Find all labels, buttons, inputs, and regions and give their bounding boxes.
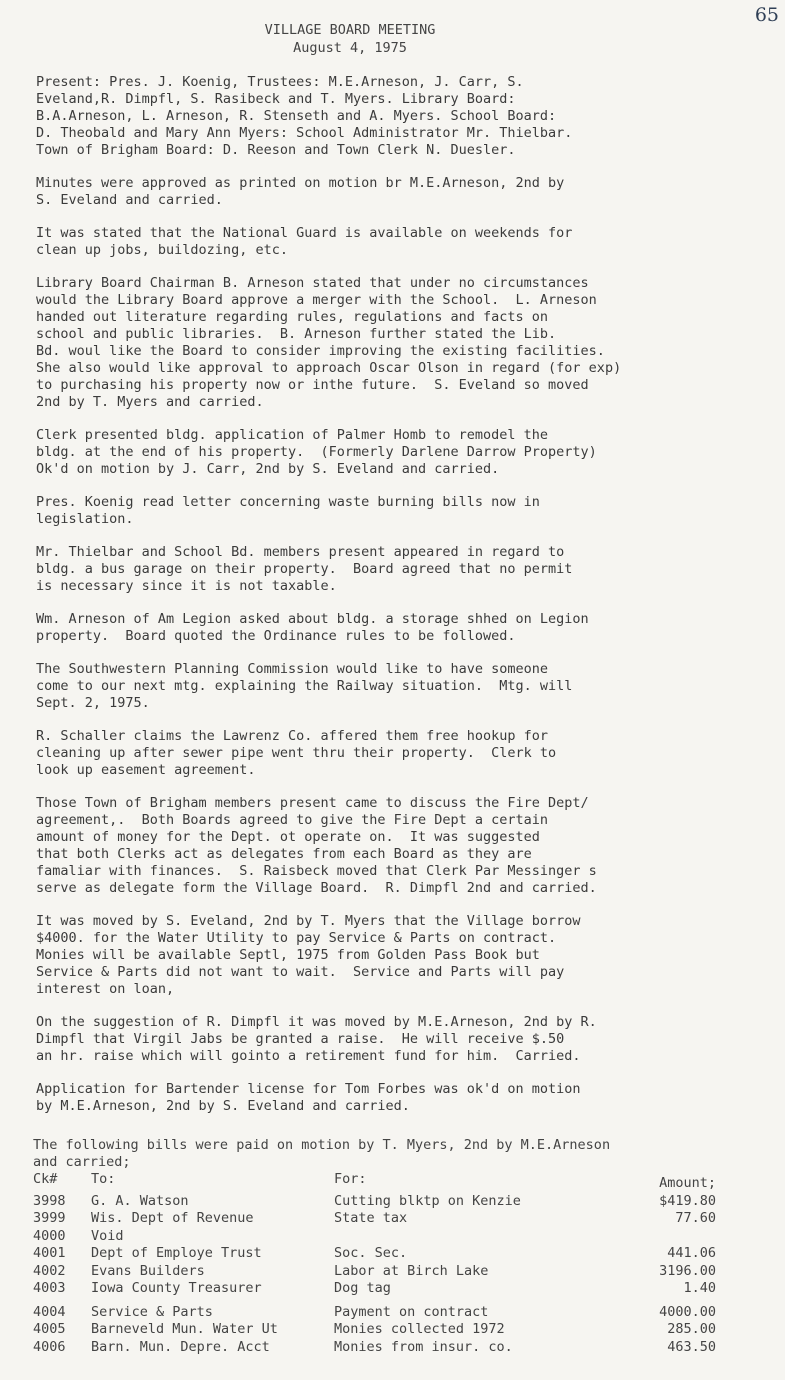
bill-ck: 4005 [33, 1321, 66, 1337]
table-row [33, 1298, 716, 1322]
bill-for: Payment on contract [334, 1303, 489, 1320]
bill-to: G. A. Watson [91, 1192, 189, 1209]
bill-ck: 4003 [33, 1280, 66, 1296]
bill-amount: 285.00 [667, 1321, 716, 1337]
bill-to: Barn. Mun. Depre. Acct [91, 1338, 270, 1355]
meeting-date: August 4, 1975 [293, 40, 407, 56]
paragraph-library-board: Library Board Chairman B. Arneson stated that under no circumstances would the Library Board approve a merger with the School. L. Arneson handed out literature regarding rules, regulations and facts on school and public libraries. B. Arneson further stated the Lib. Bd. woul like the Board to consider improving the existing facilities. She also would like approval to approach Oscar Olson in regard (for exp) to purchasing his property now or inthe future. S. Eveland so moved 2nd by T. Myers and carried. [36, 275, 622, 410]
header-ck: Ck# [33, 1171, 58, 1187]
table-row [33, 1228, 716, 1246]
table-row [33, 1193, 716, 1211]
table-row [33, 1210, 716, 1228]
bill-amount [624, 1228, 716, 1246]
page-number: 65 [754, 4, 779, 26]
paragraph-waste-burning: Pres. Koenig read letter concerning waste burning bills now in legislation. [36, 494, 540, 527]
bill-ck: 4006 [33, 1338, 66, 1355]
bill-ck: 4004 [33, 1303, 66, 1320]
paragraph-raise: On the suggestion of R. Dimpfl it was moved by M.E.Arneson, 2nd by R. Dimpfl that Virgil Jabs be granted a raise. He will receive $.50 an hr. raise which will gointo a retirement fund for him. Carried. [36, 1014, 597, 1064]
header-for: For: [334, 1171, 367, 1187]
bill-for: Dog tag [334, 1280, 391, 1296]
bill-ck: 4002 [33, 1262, 66, 1279]
bill-amount: 1.40 [683, 1280, 716, 1296]
bills-header-row [33, 1171, 716, 1193]
paragraph-attendance: Present: Pres. J. Koenig, Trustees: M.E.Arneson, J. Carr, S. Eveland,R. Dimpfl, S. Rasibeck and T. Myers. Library Board: B.A.Arneson, L. Arneson, R. Stenseth and A. Myers. School Board: D. Theobald and Mary Ann Myers: School Administrator Mr. Thielbar. Town of Brigham Board: D. Reeson and Town Clerk N. Duesler. [36, 74, 573, 158]
paragraph-sewer-hookup: R. Schaller claims the Lawrenz Co. affered them free hookup for cleaning up after sewer pipe went thru their property. Clerk to look up easement agreement. [36, 728, 557, 778]
bills-intro: The following bills were paid on motion by T. Myers, 2nd by M.E.Arneson and carried; [33, 1137, 611, 1170]
table-row [33, 1280, 716, 1298]
bill-amount: $419.80 [659, 1192, 716, 1209]
bill-for: Labor at Birch Lake [334, 1262, 489, 1279]
bill-to: Void [91, 1227, 124, 1244]
table-row [33, 1263, 716, 1281]
bill-ck: 4001 [33, 1245, 66, 1261]
bill-to: Service & Parts [91, 1303, 213, 1320]
table-row [33, 1245, 716, 1263]
bill-amount: 3196.00 [659, 1262, 716, 1279]
paragraph-national-guard: It was stated that the National Guard is available on weekends for clean up jobs, buildozing, etc. [36, 225, 573, 258]
bill-amount: 4000.00 [659, 1303, 716, 1320]
bills-table [33, 1171, 716, 1356]
bill-for: Monies collected 1972 [334, 1321, 505, 1337]
bill-to: Barneveld Mun. Water Ut [91, 1321, 278, 1337]
paragraph-legion-shed: Wm. Arneson of Am Legion asked about bldg. a storage shhed on Legion property. Board quoted the Ordinance rules to be followed. [36, 611, 589, 644]
bill-ck: 4000 [33, 1227, 66, 1244]
header-to: To: [91, 1171, 116, 1187]
bill-for: Soc. Sec. [334, 1245, 408, 1261]
bill-for [334, 1228, 624, 1246]
bill-to: Evans Builders [91, 1262, 205, 1279]
paragraph-water-utility-loan: It was moved by S. Eveland, 2nd by T. Myers that the Village borrow $4000. for the Water Utility to pay Service & Parts on contract. Monies will be available Septl, 1975 from Golden Pass Book but Service & Parts did not want to wait. Service and Parts will pay interest on loan, [36, 913, 581, 997]
bill-for: Monies from insur. co. [334, 1338, 513, 1355]
bill-ck: 3998 [33, 1192, 66, 1209]
bill-for: Cutting blktp on Kenzie [334, 1192, 521, 1209]
table-row [33, 1321, 716, 1339]
bill-for: State tax [334, 1210, 408, 1226]
paragraph-bus-garage: Mr. Thielbar and School Bd. members present appeared in regard to bldg. a bus garage on their property. Board agreed that no permit is necessary since it is not taxable. [36, 544, 573, 594]
bill-to: Iowa County Treasurer [91, 1280, 262, 1296]
document-title: VILLAGE BOARD MEETING [264, 22, 436, 38]
paragraph-bartender-license: Application for Bartender license for Tom Forbes was ok'd on motion by M.E.Arneson, 2nd by S. Eveland and carried. [36, 1081, 581, 1114]
paragraph-minutes-approval: Minutes were approved as printed on motion br M.E.Arneson, 2nd by S. Eveland and carried. [36, 175, 565, 208]
bill-amount: 463.50 [667, 1338, 716, 1355]
bill-ck: 3999 [33, 1210, 66, 1226]
paragraph-fire-dept: Those Town of Brigham members present came to discuss the Fire Dept/ agreement,. Both Boards agreed to give the Fire Dept a certain amount of money for the Dept. ot operate on. It was suggested that both Clerks act as delegates from each Board as they are famaliar with finances. S. Raisbeck moved that Clerk Par Messinger s serve as delegate form the Village Board. R. Dimpfl 2nd and carried. [36, 795, 597, 896]
paragraph-building-application: Clerk presented bldg. application of Palmer Homb to remodel the bldg. at the end of his property. (Formerly Darlene Darrow Property) Ok'd on motion by J. Carr, 2nd by S. Eveland and carried. [36, 427, 597, 477]
bill-to: Dept of Employe Trust [91, 1245, 262, 1261]
minutes-body [36, 74, 784, 1131]
table-row [33, 1339, 716, 1357]
bill-amount: 77.60 [675, 1210, 716, 1226]
bill-amount: 441.06 [667, 1245, 716, 1261]
paragraph-planning-commission: The Southwestern Planning Commission would like to have someone come to our next mtg. explaining the Railway situation. Mtg. will Sept. 2, 1975. [36, 661, 573, 711]
header-amount: Amount; [659, 1175, 716, 1191]
bills-section [33, 1137, 785, 1356]
bill-to: Wis. Dept of Revenue [91, 1210, 254, 1226]
